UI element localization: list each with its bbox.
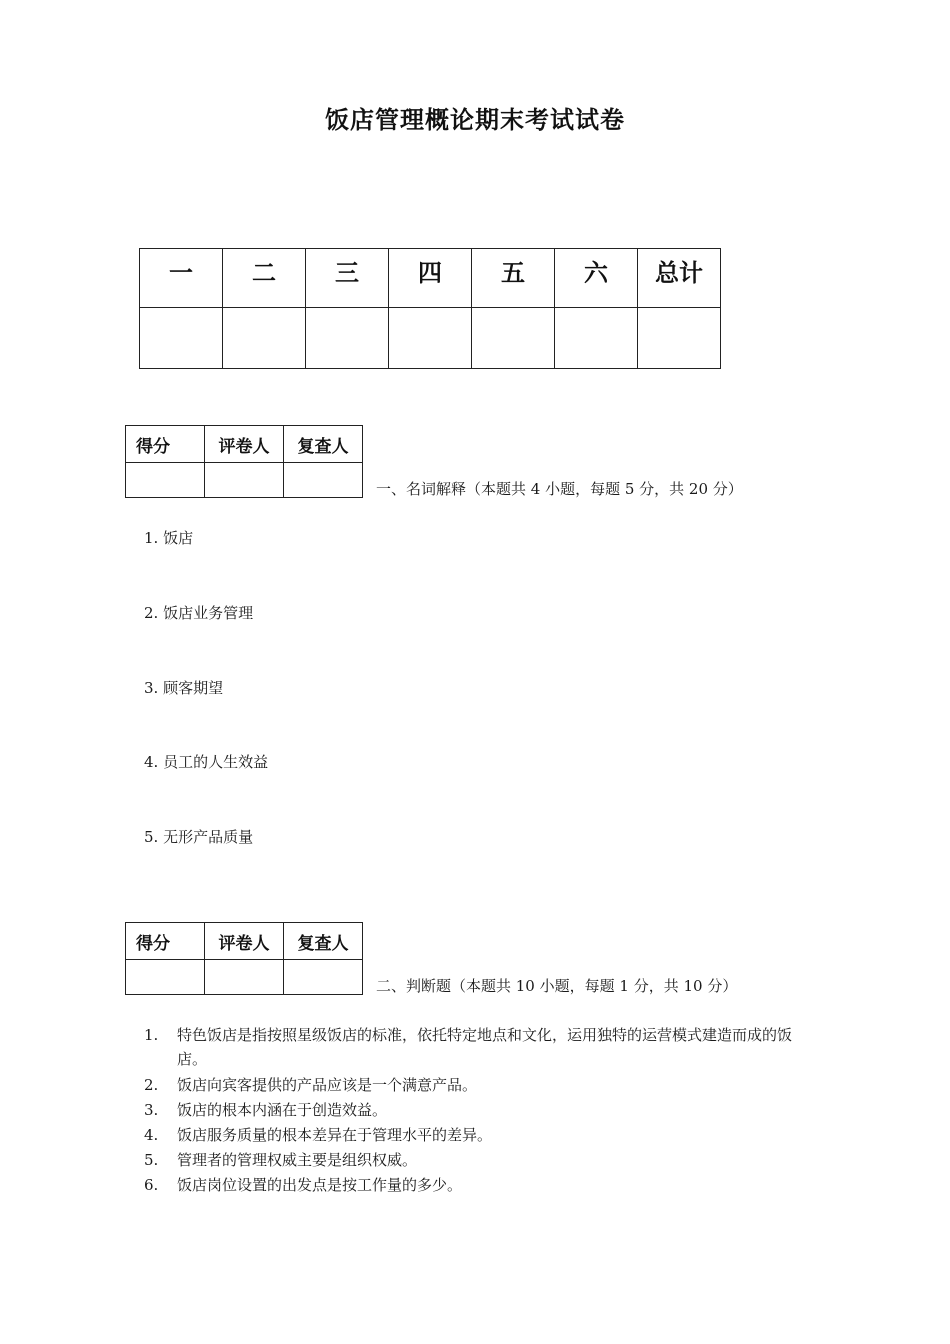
grader-header-row [126, 426, 363, 463]
section-2-heading: 二、判断题（本题共 10 小题，每题 1 分，共 10 分） [376, 977, 738, 995]
score-header-cell: 六 [555, 249, 638, 308]
question-item [144, 1023, 814, 1071]
question-number: 3. [144, 1101, 159, 1119]
score-entry-cell [389, 308, 472, 369]
grader-header-grader: 评卷人 [205, 426, 284, 463]
score-header-cell: 五 [472, 249, 555, 308]
score-summary-table [139, 248, 721, 369]
question-number: 4. [144, 1126, 159, 1144]
term-item: 5. 无形产品质量 [144, 828, 254, 846]
grader-entry-row [126, 960, 363, 995]
question-number: 5. [144, 1151, 159, 1169]
grader-entry-cell [284, 960, 363, 995]
score-entry-cell [555, 308, 638, 369]
grader-entry-cell [284, 463, 363, 498]
grader-header-grader: 评卷人 [205, 923, 284, 960]
question-text: 饭店向宾客提供的产品应该是一个满意产品。 [177, 1076, 478, 1094]
term-item: 4. 员工的人生效益 [144, 753, 269, 771]
grader-header-score: 得分 [126, 426, 205, 463]
grader-header-reviewer: 复查人 [284, 923, 363, 960]
term-item: 3. 顾客期望 [144, 679, 224, 697]
question-item [144, 1173, 814, 1197]
question-number: 1. [144, 1026, 159, 1044]
score-header-cell: 二 [223, 249, 306, 308]
grader-header-score: 得分 [126, 923, 205, 960]
grader-header-reviewer: 复查人 [284, 426, 363, 463]
grader-box-section-1 [125, 425, 363, 498]
question-text: 特色饭店是指按照星级饭店的标准，依托特定地点和文化，运用独特的运营模式建造而成的饭店。 [177, 1026, 793, 1068]
grader-entry-row [126, 463, 363, 498]
exam-title: 饭店管理概论期末考试试卷 [325, 106, 625, 134]
grader-box-section-2 [125, 922, 363, 995]
question-item [144, 1098, 814, 1122]
grader-entry-cell [126, 960, 205, 995]
question-number: 2. [144, 1076, 159, 1094]
score-header-row [140, 249, 721, 308]
score-entry-cell [306, 308, 389, 369]
question-text: 饭店岗位设置的出发点是按工作量的多少。 [177, 1176, 463, 1194]
score-header-cell: 三 [306, 249, 389, 308]
question-text: 饭店的根本内涵在于创造效益。 [177, 1101, 388, 1119]
question-number: 6. [144, 1176, 159, 1194]
grader-header-row [126, 923, 363, 960]
question-item [144, 1123, 814, 1147]
term-item: 1. 饭店 [144, 529, 194, 547]
question-text: 饭店服务质量的根本差异在于管理水平的差异。 [177, 1126, 493, 1144]
question-item [144, 1148, 814, 1172]
score-entry-cell [140, 308, 223, 369]
grader-entry-cell [205, 960, 284, 995]
score-header-cell: 四 [389, 249, 472, 308]
score-header-cell: 总计 [638, 249, 721, 308]
score-entry-cell [472, 308, 555, 369]
score-entry-cell [223, 308, 306, 369]
term-item: 2. 饭店业务管理 [144, 604, 254, 622]
question-text: 管理者的管理权威主要是组织权威。 [177, 1151, 418, 1169]
score-entry-cell [638, 308, 721, 369]
question-item [144, 1073, 814, 1097]
section-1-heading: 一、名词解释（本题共 4 小题，每题 5 分，共 20 分） [376, 480, 743, 498]
grader-entry-cell [126, 463, 205, 498]
score-header-cell: 一 [140, 249, 223, 308]
grader-entry-cell [205, 463, 284, 498]
score-entry-row [140, 308, 721, 369]
